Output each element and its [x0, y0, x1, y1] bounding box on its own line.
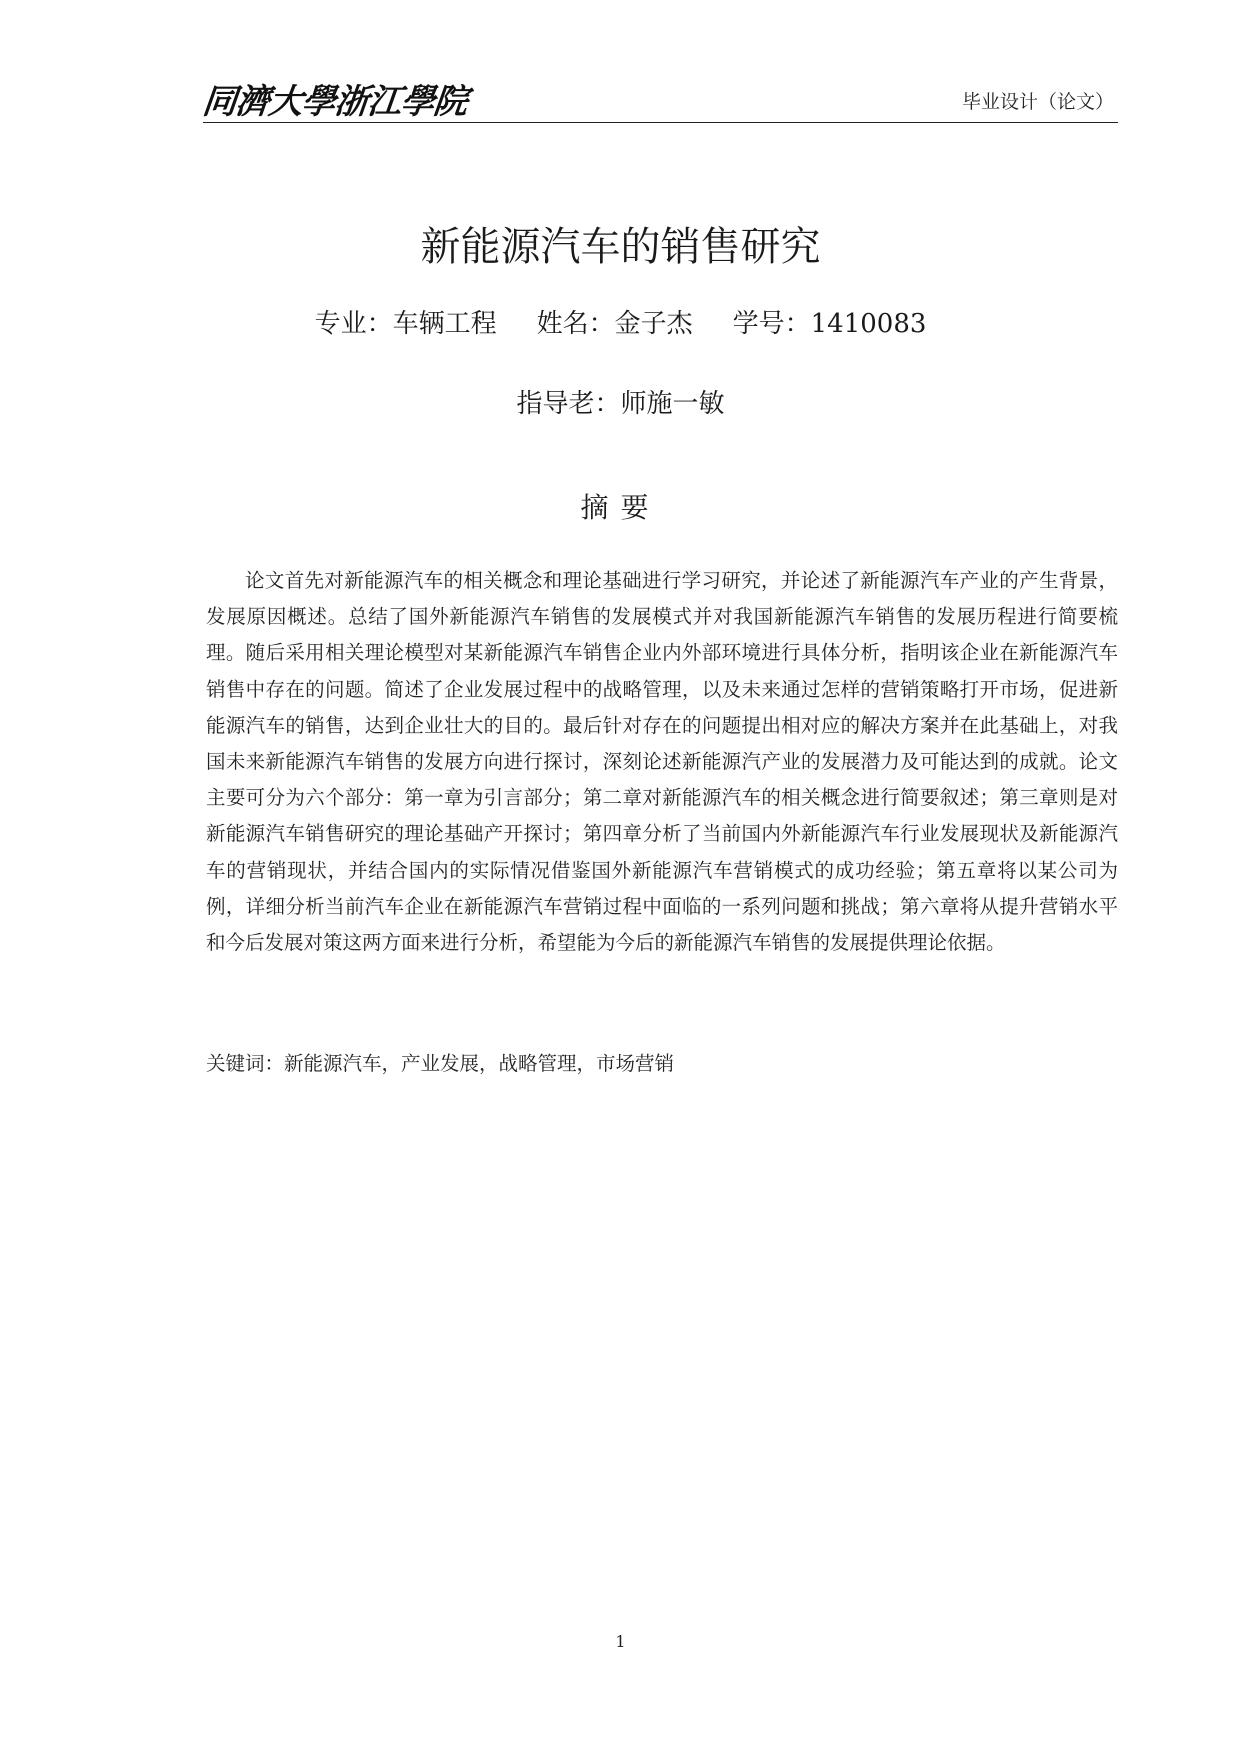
page-number: 1	[615, 1632, 626, 1651]
advisor-line: 指导老：师施一敏	[516, 389, 725, 419]
abstract-heading: 摘要	[580, 491, 661, 524]
thesis-title: 新能源汽车的销售研究	[420, 224, 821, 270]
major-field: 专业：车辆工程	[314, 309, 497, 339]
student-name-field: 姓名：金子杰	[536, 309, 693, 339]
abstract-body: 论文首先对新能源汽车的相关概念和理论基础进行学习研究，并论述了新能源汽车产业的产生背景，发展原因概述。总结了国外新能源汽车销售的发展模式并对我国新能源汽车销售的发展历程进行简要梳理。随后采用相关理论模型对某新能源汽车销售企业内外部环境进行具体分析，指明该企业在新能源汽车销售中存在的问题。简述了企业发展过程中的战略管理，以及未来通过怎样的营销策略打开市场，促进新能源汽车的销售，达到企业壮大的目的。最后针对存在的问题提出相对应的解决方案并在此基础上，对我国未来新能源汽车销售的发展方向进行探讨，深刻论述新能源汽产业的发展潜力及可能达到的成就。论文主要可分为六个部分：第一章为引言部分；第二章对新能源汽车的相关概念进行简要叙述；第三章则是对新能源汽车销售研究的理论基础产开探讨；第四章分析了当前国内外新能源汽车行业发展现状及新能源汽车的营销现状，并结合国内的实际情况借鉴国外新能源汽车营销模式的成功经验；第五章将以某公司为例，详细分析当前汽车企业在新能源汽车营销过程中面临的一系列问题和挑战；第六章将从提升营销水平和今后发展对策这两方面来进行分析，希望能为今后的新能源汽车销售的发展提供理论依据。	[206, 569, 1118, 955]
keywords-line: 关键词：新能源汽车，产业发展，战略管理，市场营销	[206, 1052, 675, 1075]
page-header	[200, 70, 1118, 123]
student-info	[0, 303, 1241, 340]
university-logo: 同濟大學浙江學院	[200, 82, 469, 122]
header-document-type: 毕业设计（论文）	[961, 91, 1114, 113]
student-id-field: 学号：1410083	[732, 309, 927, 339]
